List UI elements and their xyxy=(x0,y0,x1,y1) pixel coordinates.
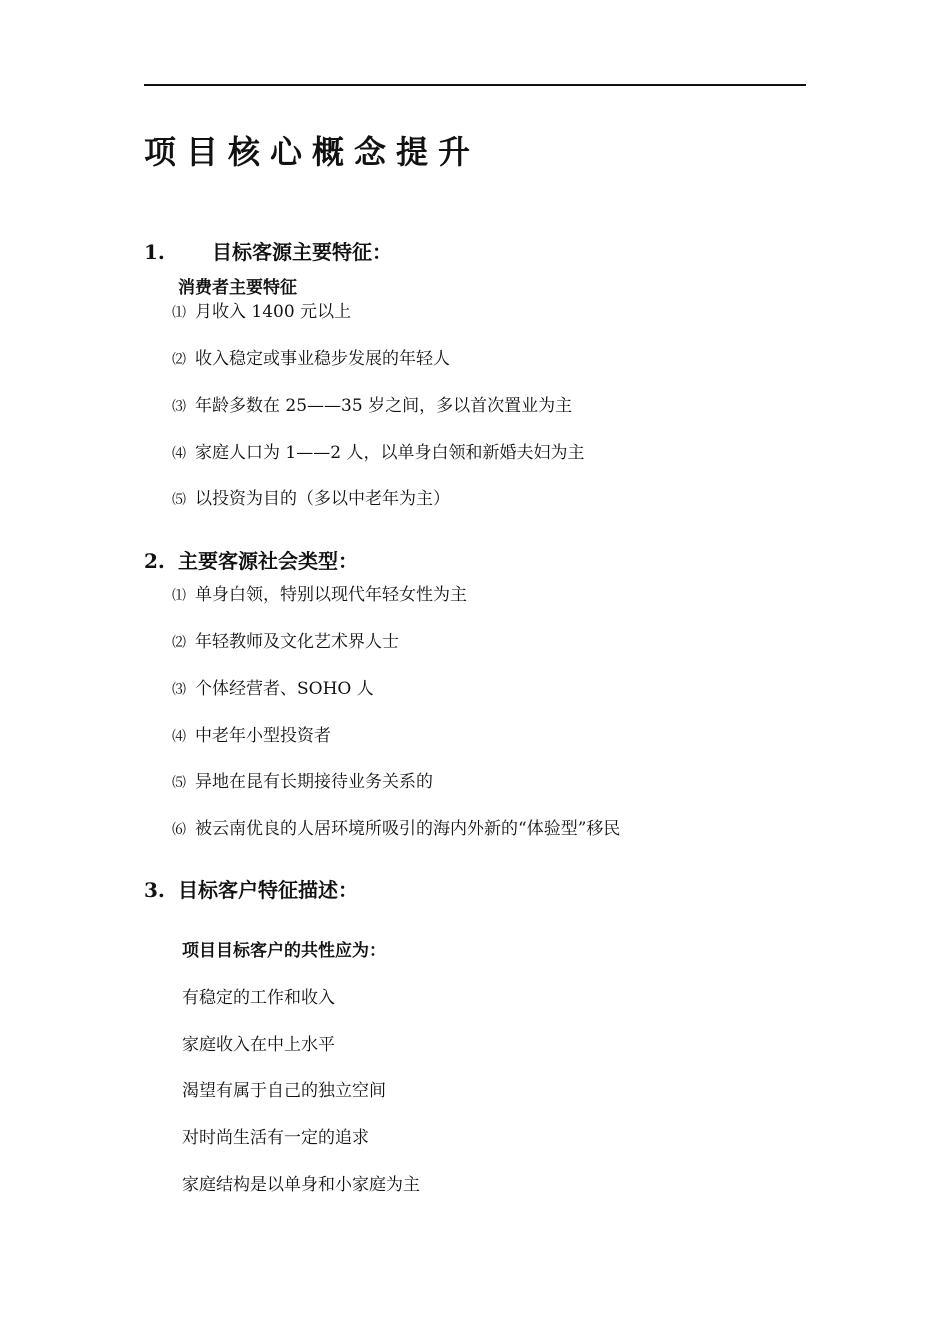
list-item xyxy=(172,441,584,466)
section-1-subheading: 消费者主要特征 xyxy=(178,278,297,298)
section-1-title: 目标客源主要特征： xyxy=(212,240,392,264)
list-marker: ⑷ xyxy=(172,446,186,462)
list-item-text: 年龄多数在 25——35 岁之间，多以首次置业为主 xyxy=(195,396,573,416)
list-item xyxy=(172,770,433,795)
section-3-subheading: 项目目标客户的共性应为： xyxy=(182,941,386,961)
list-marker: ⑴ xyxy=(172,305,186,321)
page-title: 项目核心概念提升 xyxy=(144,133,481,171)
list-marker: ⑶ xyxy=(172,399,186,415)
header-rule xyxy=(144,84,806,86)
list-marker: ⑵ xyxy=(172,352,186,368)
list-item xyxy=(172,630,399,655)
list-item xyxy=(172,817,620,842)
section-1-number: 1. xyxy=(144,240,165,264)
list-item-text: 年轻教师及文化艺术界人士 xyxy=(195,632,399,652)
section-1-heading xyxy=(144,238,392,266)
section-3-heading xyxy=(144,876,358,904)
list-marker: ⑶ xyxy=(172,682,186,698)
list-item-text: 单身白领，特别以现代年轻女性为主 xyxy=(195,585,467,605)
list-item: 有稳定的工作和收入 xyxy=(182,988,335,1008)
list-item-text: 个体经营者、SOHO 人 xyxy=(195,679,374,699)
list-item-text: 以投资为目的（多以中老年为主） xyxy=(195,489,450,509)
section-3-title: 目标客户特征描述： xyxy=(178,878,358,902)
section-3-number: 3. xyxy=(144,878,165,902)
list-marker: ⑵ xyxy=(172,635,186,651)
list-item xyxy=(172,677,374,702)
list-marker: ⑸ xyxy=(172,492,186,508)
list-item xyxy=(172,487,450,512)
list-item-text: 家庭人口为 1——2 人，以单身白领和新婚夫妇为主 xyxy=(195,443,585,463)
list-item: 渴望有属于自己的独立空间 xyxy=(182,1081,386,1101)
list-item: 家庭收入在中上水平 xyxy=(182,1035,335,1055)
list-item-text: 被云南优良的人居环境所吸引的海内外新的“体验型”移民 xyxy=(195,819,621,839)
list-item xyxy=(172,347,450,372)
list-marker: ⑹ xyxy=(172,822,186,838)
list-marker: ⑴ xyxy=(172,588,186,604)
list-item xyxy=(172,583,467,608)
list-item: 家庭结构是以单身和小家庭为主 xyxy=(182,1175,420,1195)
section-2-heading xyxy=(144,547,358,575)
section-2-title: 主要客源社会类型： xyxy=(178,549,358,573)
list-marker: ⑷ xyxy=(172,729,186,745)
list-item xyxy=(172,724,331,749)
list-item-text: 中老年小型投资者 xyxy=(195,726,331,746)
list-item: 对时尚生活有一定的追求 xyxy=(182,1128,369,1148)
list-item xyxy=(172,300,351,325)
list-item-text: 异地在昆有长期接待业务关系的 xyxy=(195,772,433,792)
list-item-text: 收入稳定或事业稳步发展的年轻人 xyxy=(195,349,450,369)
section-2-number: 2. xyxy=(144,549,165,573)
list-item-text: 月收入 1400 元以上 xyxy=(195,302,352,322)
list-item xyxy=(172,394,572,419)
list-marker: ⑸ xyxy=(172,775,186,791)
